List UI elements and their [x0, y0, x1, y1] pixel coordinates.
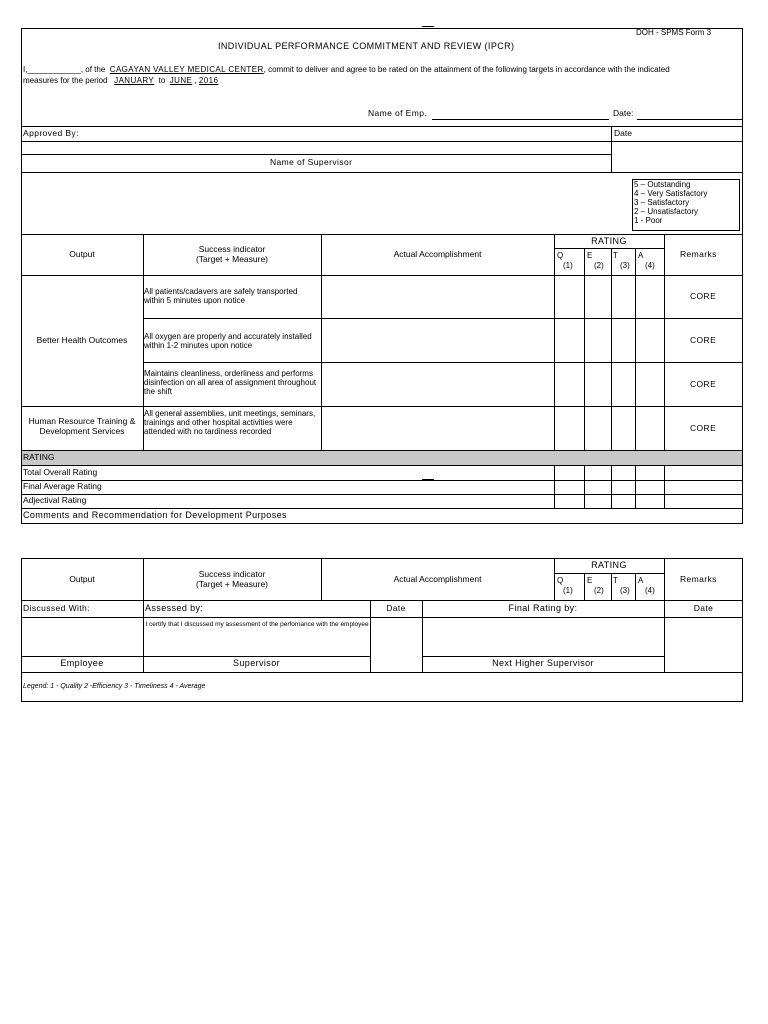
rule: [611, 573, 612, 600]
form-code: DOH - SPMS Form 3: [636, 28, 712, 37]
header-t: T: [613, 251, 618, 260]
indicator-cell: Maintains cleanliness, orderliness and performs disinfection on all area of assignment throughout the shift: [144, 369, 317, 397]
rule: [611, 126, 612, 173]
commit-text: , commit to deliver and agree to be rated on the attainment of the following targets in accordance with the indicated: [263, 65, 670, 74]
header-t-num-2: (3): [620, 586, 630, 595]
next-higher-supervisor-label: Next Higher Supervisor: [492, 658, 594, 668]
header-a-2: A: [638, 576, 644, 585]
rule: [611, 248, 612, 450]
approved-by-label: Approved By:: [23, 128, 79, 138]
rule: [664, 558, 665, 672]
rule: [635, 573, 636, 600]
rule: [143, 558, 144, 600]
assessed-by-label: Assessed by:: [145, 603, 204, 613]
remarks-cell: CORE: [690, 335, 717, 345]
indicator-cell: All general assemblies, unit meetings, seminars, trainings and other hospital activities were attended with no tardiness recorded: [144, 409, 316, 437]
header-t-num: (3): [620, 261, 630, 270]
org-name: CAGAYAN VALLEY MEDICAL CENTER: [109, 65, 264, 74]
rule: [584, 573, 585, 600]
header-e: E: [587, 251, 593, 260]
rule: [143, 362, 743, 363]
header-actual-accomplishment: Actual Accomplishment: [393, 249, 482, 259]
rule: [21, 406, 743, 407]
rating-band: [22, 451, 742, 465]
top-mark: [422, 26, 434, 27]
header-a-num-2: (4): [645, 586, 655, 595]
header-success-indicator: Success indicator: [198, 244, 266, 254]
rule: [584, 465, 585, 509]
total-overall-rating: Total Overall Rating: [23, 467, 98, 477]
adjectival-rating: Adjectival Rating: [23, 495, 87, 505]
scale-2: 2 – Unsatisfactory: [634, 207, 699, 216]
rule: [611, 465, 612, 509]
scale-4: 4 – Very Satisfactory: [634, 189, 708, 198]
rule: [21, 672, 743, 673]
rule: [422, 479, 434, 480]
scale-5: 5 – Outstanding: [634, 180, 691, 189]
rule: [21, 600, 743, 601]
header-q-num-2: (1): [563, 586, 573, 595]
header-success-indicator-2: Success indicator: [198, 569, 266, 579]
summary-rating-label: RATING: [23, 452, 55, 462]
output-hr-training: Human Resource Training & Development Services: [28, 416, 136, 436]
indicator-cell: All oxygen are properly and accurately installed within 1-2 minutes upon notice: [144, 332, 312, 351]
commit-of-the: , of the: [80, 65, 106, 74]
header-rating-2: RATING: [591, 560, 627, 570]
name-of-emp-field[interactable]: [432, 119, 609, 120]
rule: [21, 141, 743, 142]
rule: [635, 465, 636, 509]
header-rating: RATING: [591, 236, 627, 246]
period-year: 2016: [198, 76, 219, 85]
final-average-rating: Final Average Rating: [23, 481, 102, 491]
date-header-2: Date: [693, 603, 714, 613]
header-actual-accomplishment-2: Actual Accomplishment: [393, 574, 482, 584]
remarks-cell: CORE: [690, 291, 717, 301]
header-q: Q: [557, 251, 564, 260]
remarks-cell: CORE: [690, 423, 717, 433]
header-target-measure-2: (Target + Measure): [195, 579, 269, 589]
rule: [635, 248, 636, 450]
employee-label: Employee: [60, 658, 104, 668]
scale-3: 3 – Satisfactory: [634, 198, 690, 207]
rule: [422, 656, 664, 657]
header-a-num: (4): [645, 261, 655, 270]
header-q-2: Q: [557, 576, 564, 585]
date-header: Date: [386, 603, 406, 613]
header-output: Output: [69, 249, 95, 259]
supervisor-label: Supervisor: [232, 658, 281, 668]
discussed-with-label: Discussed With:: [23, 603, 90, 613]
header-output-2: Output: [69, 574, 95, 584]
header-e-num: (2): [594, 261, 604, 270]
period-end: JUNE: [169, 76, 193, 85]
rule: [554, 248, 664, 249]
header-e-2: E: [587, 576, 593, 585]
date-label: Date:: [613, 108, 634, 118]
rule: [21, 234, 743, 235]
period-start: JANUARY: [114, 76, 155, 85]
commit-prefix: I,: [23, 65, 28, 74]
header-t-2: T: [613, 576, 618, 585]
rule: [321, 234, 322, 450]
rule: [21, 126, 743, 127]
output-better-health: Better Health Outcomes: [36, 335, 128, 345]
approved-date-label: Date: [614, 128, 632, 138]
rule: [21, 656, 370, 657]
comments-label: Comments and Recommendation for Development Purposes: [23, 510, 287, 520]
rule: [143, 318, 743, 319]
commitment-line: [23, 66, 670, 74]
rule: [21, 172, 743, 173]
date-field[interactable]: [637, 119, 742, 120]
rule: [21, 275, 743, 276]
rule: [21, 450, 743, 451]
period-text: measures for the period: [23, 76, 108, 85]
header-e-num-2: (2): [594, 586, 604, 595]
header-a: A: [638, 251, 644, 260]
header-target-measure: (Target + Measure): [195, 254, 269, 264]
rule: [584, 248, 585, 450]
remarks-cell: CORE: [690, 379, 717, 389]
certify-text: I certify that I discussed my assessment of the perfomance with the employee: [145, 621, 369, 628]
rule: [21, 617, 743, 618]
rule: [554, 573, 664, 574]
period-line: measures for the period JANUARY to JUNE , 2016: [23, 76, 219, 85]
name-of-emp-label: Name of Emp.: [368, 108, 428, 118]
final-rating-by-label: Final Rating by:: [508, 603, 578, 613]
scale-1: 1 - Poor: [634, 216, 663, 225]
rule: [21, 154, 611, 155]
header-q-num: (1): [563, 261, 573, 270]
form-title: INDIVIDUAL PERFORMANCE COMMITMENT AND REVIEW (IPCR): [218, 41, 515, 51]
header-remarks: Remarks: [680, 249, 717, 259]
name-of-supervisor-label: Name of Supervisor: [270, 157, 353, 167]
legend: Legend: 1 - Quality 2 -Efficiency 3 - Timeliness 4 - Average: [23, 683, 206, 690]
indicator-cell: All patients/cadavers are safely transported within 5 minutes upon notice: [144, 287, 298, 306]
commit-blank: ____________: [27, 65, 81, 74]
period-to: to: [158, 76, 166, 85]
header-remarks-2: Remarks: [680, 574, 717, 584]
